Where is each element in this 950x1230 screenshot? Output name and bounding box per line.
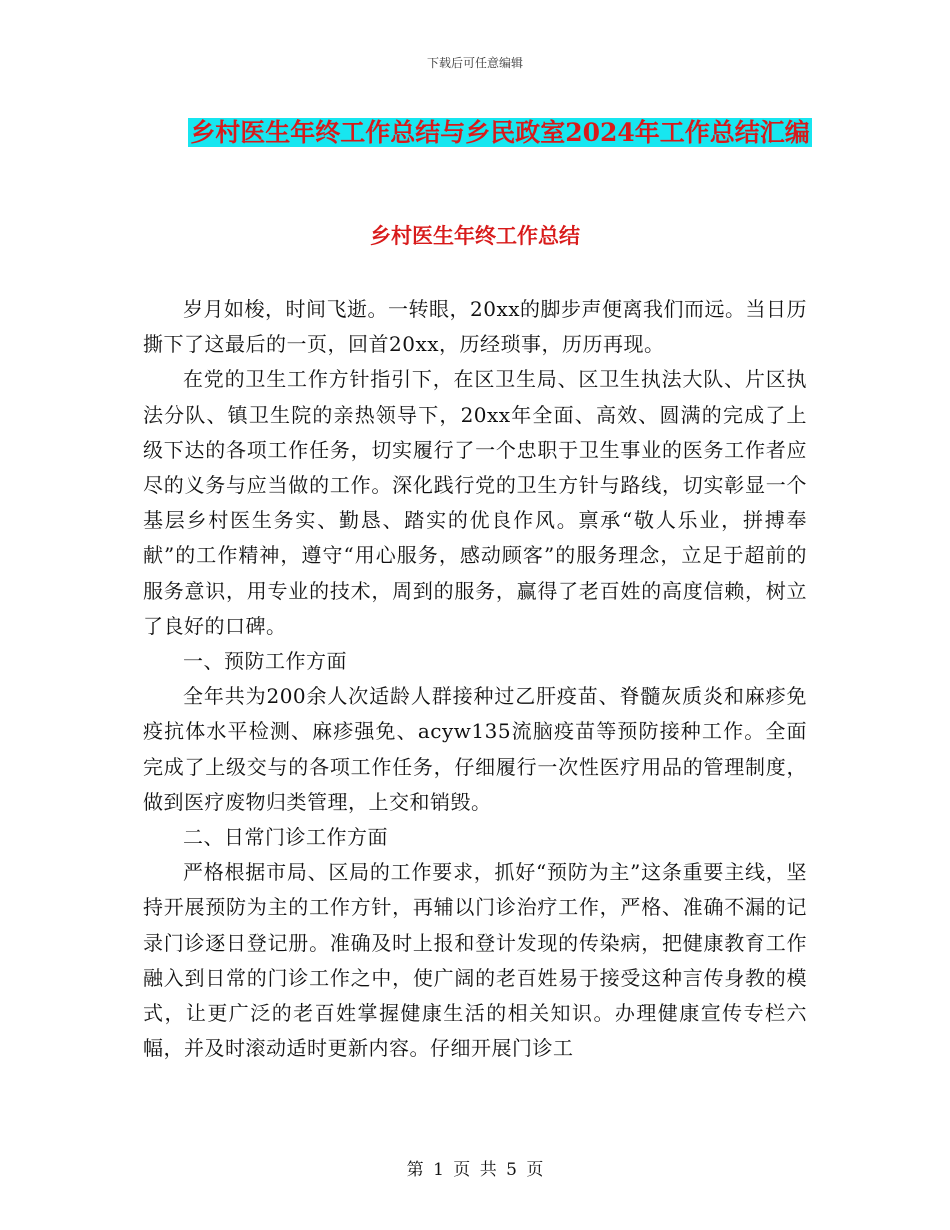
document-title [188,112,812,153]
paragraph-intro: 岁月如梭，时间飞逝。一转眼，20xx的脚步声便离我们而远。当日历撕下了这最后的一页，回首20xx，历经琐事，历历再现。 [143,297,808,357]
subheading-clinic: 二、日常门诊工作方面 [183,825,388,850]
document-title-text: 乡村医生年终工作总结与乡民政室2024年工作总结汇编 [190,118,810,147]
section-title: 乡村医生年终工作总结 [370,223,580,248]
paragraph-clinic: 严格根据市局、区局的工作要求，抓好“预防为主”这条重要主线，坚持开展预防为主的工作方针，再辅以门诊治疗工作，严格、准确不漏的记录门诊逐日登记册。准确及时上报和登计发现的传染病，把健康教育工作融入到日常的门诊工作之中，使广阔的老百姓易于接受这种言传身教的模式，让更广泛的老百姓掌握健康生活的相关知识。办理健康宣传专栏六幅，并及时滚动适时更新内容。仔细开展门诊工 [143,860,807,1061]
document-body [143,292,807,1066]
paragraph-prevention: 全年共为200余人次适龄人群接种过乙肝疫苗、脊髓灰质炎和麻疹免疫抗体水平检测、麻疹强免、acyw135流脑疫苗等预防接种工作。全面完成了上级交与的各项工作任务，仔细履行一次性医疗用品的管理制度，做到医疗废物归类管理，上交和销毁。 [143,684,807,814]
subheading-prevention: 一、预防工作方面 [183,649,347,674]
paragraph-overview: 在党的卫生工作方针指引下，在区卫生局、区卫生执法大队、片区执法分队、镇卫生院的亲热领导下，20xx年全面、高效、圆满的完成了上级下达的各项工作任务，切实履行了一个忠职于卫生事业的医务工作者应尽的义务与应当做的工作。深化践行党的卫生方针与路线，切实彰显一个基层乡村医生务实、勤恳、踏实的优良作风。禀承“敬人乐业，拼搏奉献”的工作精神，遵守“用心服务，感动顾客”的服务理念，立足于超前的服务意识，用专业的技术，周到的服务，赢得了老百姓的高度信赖，树立了良好的口碑。 [143,367,807,638]
page-number: 第 1 页 共 5 页 [406,1160,544,1180]
header-note: 下载后可任意编辑 [426,56,523,70]
